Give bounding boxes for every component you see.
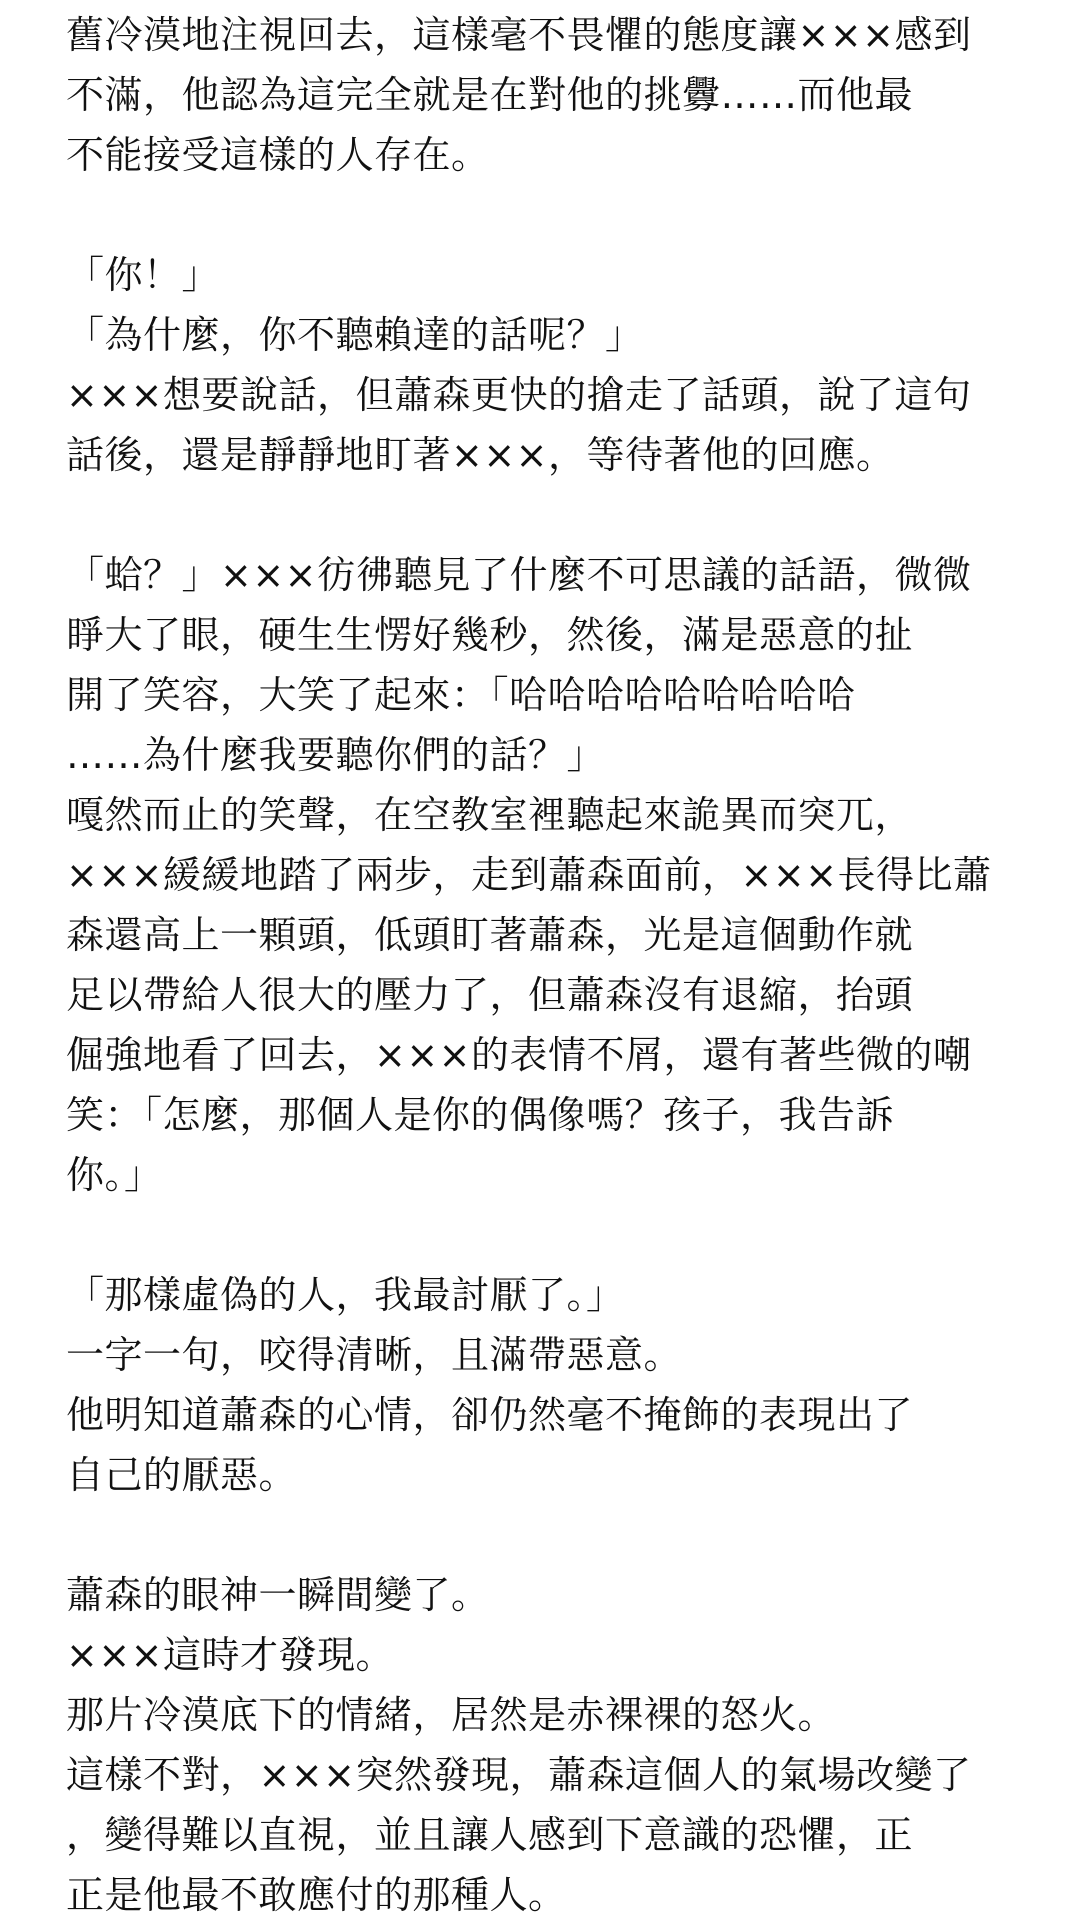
text-line: 這樣不對，×××突然發現，蕭森這個人的氣場改變了 — [66, 1753, 972, 1797]
text-line: 不能接受這樣的人存在。 — [66, 133, 490, 177]
text-line: ×××想要說話，但蕭森更快的搶走了話頭，說了這句 — [66, 373, 972, 417]
blank-line — [66, 1205, 1026, 1265]
text-line: 「蛤？」×××彷彿聽見了什麼不可思議的話語，微微 — [66, 553, 972, 597]
text-line: 他明知道蕭森的心情，卻仍然毫不掩飾的表現出了 — [66, 1393, 914, 1437]
blank-line — [66, 1505, 1026, 1565]
text-line: 睜大了眼，硬生生愣好幾秒，然後，滿是惡意的扯 — [66, 613, 914, 657]
text-line: 不滿，他認為這完全就是在對他的挑釁……而他最 — [66, 73, 914, 117]
text-line: 嘎然而止的笑聲，在空教室裡聽起來詭異而突兀， — [66, 793, 914, 837]
text-line: ×××緩緩地踏了兩步，走到蕭森面前，×××長得比蕭 — [66, 853, 992, 897]
text-line: 你。」 — [66, 1153, 163, 1197]
text-line: 那片冷漠底下的情緒，居然是赤裸裸的怒火。 — [66, 1693, 837, 1737]
text-line: 話後，還是靜靜地盯著×××，等待著他的回應。 — [66, 433, 895, 477]
text-line: 開了笑容，大笑了起來：「哈哈哈哈哈哈哈哈哈 — [66, 673, 856, 717]
text-line: 自己的厭惡。 — [66, 1453, 298, 1497]
text-line: 一字一句，咬得清晰，且滿帶惡意。 — [66, 1333, 683, 1377]
text-line: 「你！」 — [66, 253, 221, 297]
story-text-page — [66, 0, 1026, 1920]
text-line: ，變得難以直視，並且讓人感到下意識的恐懼，正 — [66, 1813, 914, 1857]
text-line: ×××這時才發現。 — [66, 1633, 395, 1677]
text-line: 蕭森的眼神一瞬間變了。 — [66, 1573, 490, 1617]
text-line: 倔強地看了回去，×××的表情不屑，還有著些微的嘲 — [66, 1033, 972, 1077]
text-line: 笑：「怎麼，那個人是你的偶像嗎？孩子，我告訴 — [66, 1093, 895, 1137]
text-line: 舊冷漠地注視回去，這樣毫不畏懼的態度讓×××感到 — [66, 13, 972, 57]
text-line: 足以帶給人很大的壓力了，但蕭森沒有退縮，抬頭 — [66, 973, 914, 1017]
text-line: 森還高上一顆頭，低頭盯著蕭森，光是這個動作就 — [66, 913, 914, 957]
text-line: 「那樣虛偽的人，我最討厭了。」 — [66, 1273, 625, 1317]
blank-line — [66, 485, 1026, 545]
text-line: ……為什麼我要聽你們的話？」 — [66, 733, 606, 777]
text-line: 正是他最不敢應付的那種人。 — [66, 1873, 567, 1917]
blank-line — [66, 185, 1026, 245]
text-line: 「為什麼，你不聽賴達的話呢？」 — [66, 313, 644, 357]
